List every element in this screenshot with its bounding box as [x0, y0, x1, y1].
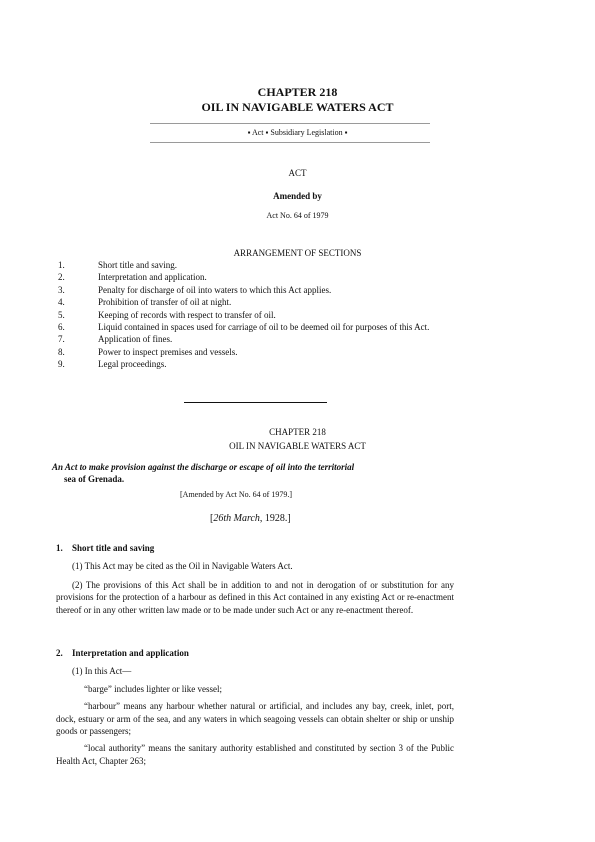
commencement-year: , 1928. — [259, 513, 288, 524]
nav-top-rule — [150, 123, 430, 124]
bullet-icon: ▪ — [247, 128, 251, 137]
section-2 — [56, 647, 454, 767]
section-2-heading: 2. Interpretation and application — [56, 648, 189, 658]
section-2-subsection-1: (1) In this Act— — [72, 666, 132, 677]
arrangement-item[interactable]: 5. Keeping of records with respect to transfer of oil. — [58, 309, 276, 320]
amended-note: [Amended by Act No. 64 of 1979.] — [180, 490, 292, 499]
act-label: ACT — [288, 168, 307, 178]
arrangement-item[interactable]: 9. Legal proceedings. — [58, 359, 167, 370]
arrangement-item[interactable]: 2. Interpretation and application. — [58, 272, 207, 283]
long-title — [52, 461, 454, 486]
section-divider — [184, 402, 327, 403]
commencement-day: 26th March — [213, 513, 260, 524]
commencement-date: [26th March, 1928.] — [210, 513, 291, 524]
nav-link-subsidiary-legislation[interactable]: Subsidiary Legislation — [270, 128, 343, 137]
chapter-title: OIL IN NAVIGABLE WATERS ACT — [201, 100, 394, 114]
nav-links — [0, 128, 595, 137]
amended-by-value: Act No. 64 of 1979 — [266, 211, 329, 220]
body-chapter-number: CHAPTER 218 — [269, 427, 326, 437]
arrangement-item[interactable]: 4. Prohibition of transfer of oil at night. — [58, 297, 232, 308]
nav-link-act[interactable]: Act — [251, 128, 264, 137]
long-title-line-2: sea of Grenada. — [64, 474, 125, 485]
definition-harbour: “harbour” means any harbour whether natural or artificial, and includes any bay, creek, inlet, port, dock, estuary or arm of the sea, and any waters in which seagoing vessels can obtain shelter or ship or unship goods or passengers; — [56, 701, 454, 737]
section-1-subsection-2: (2) The provisions of this Act shall be in addition to and not in derogation of or substitution for any provisions for the protection of a harbour as defined in this Act contained in any existing Act or re-enactment thereof or in any other written law made or to be made under such Act or any re-enactment thereof. — [56, 579, 454, 615]
arrangement-item[interactable]: 6. Liquid contained in spaces used for carriage of oil to be deemed oil for purposes of this Act. — [58, 322, 430, 333]
arrangement-list — [58, 259, 458, 371]
arrangement-title: ARRANGEMENT OF SECTIONS — [233, 248, 362, 258]
section-1-subsection-1: (1) This Act may be cited as the Oil in Navigable Waters Act. — [72, 561, 293, 572]
bullet-icon: ▪ — [344, 128, 348, 137]
chapter-number: CHAPTER 218 — [257, 85, 338, 99]
section-1 — [56, 542, 454, 616]
arrangement-item[interactable]: 1. Short title and saving. — [58, 260, 177, 270]
arrangement-item[interactable]: 3. Penalty for discharge of oil into waters to which this Act applies. — [58, 284, 332, 295]
definition-barge: “barge” includes lighter or like vessel; — [84, 683, 223, 694]
definition-local-authority: “local authority” means the sanitary authority established and constituted by section 3 of the Public Health Act, Chapter 263; — [56, 743, 454, 766]
section-1-heading: 1. Short title and saving — [56, 543, 155, 553]
nav-bottom-rule — [150, 142, 430, 143]
arrangement-item[interactable]: 7. Application of fines. — [58, 334, 173, 345]
amended-by-label: Amended by — [273, 191, 322, 201]
body-chapter-title: OIL IN NAVIGABLE WATERS ACT — [229, 441, 366, 451]
bullet-icon: ▪ — [265, 128, 269, 137]
arrangement-item[interactable]: 8. Power to inspect premises and vessels. — [58, 346, 238, 357]
long-title-line-1: An Act to make provision against the discharge or escape of oil into the territorial — [52, 462, 355, 472]
